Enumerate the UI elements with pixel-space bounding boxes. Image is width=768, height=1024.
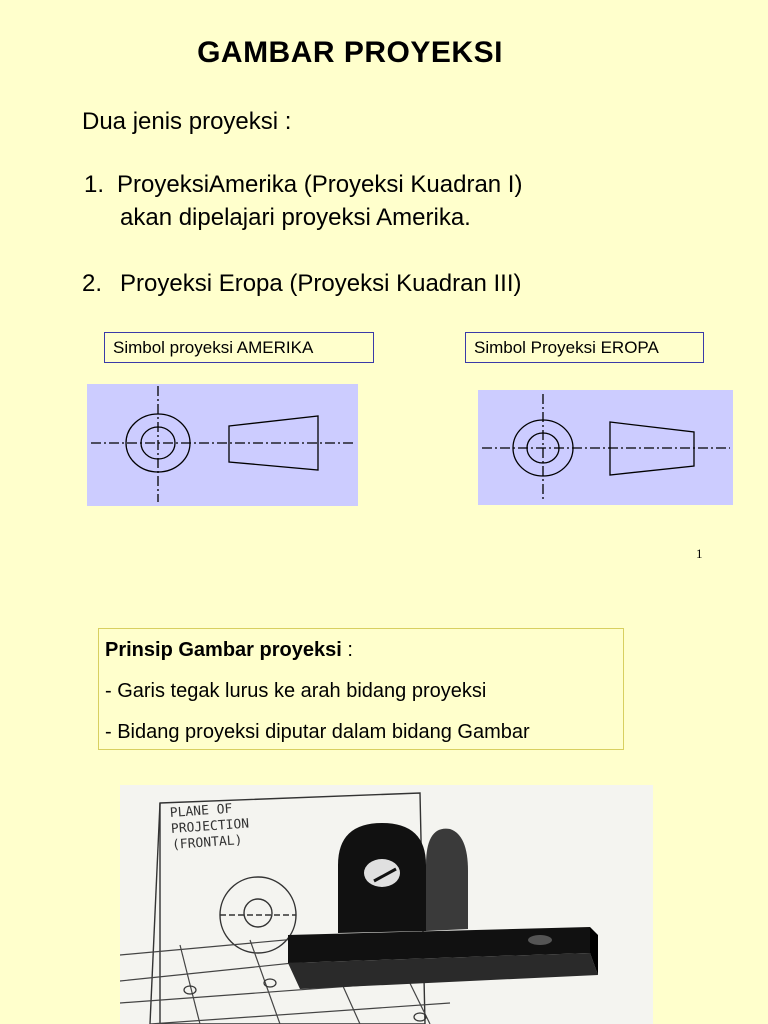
principle-title: Prinsip Gambar proyeksi	[105, 639, 342, 661]
europe-projection-symbol	[478, 390, 733, 505]
projection-illustration	[120, 785, 653, 1024]
item-2-number: 2.	[82, 270, 103, 297]
principle-heading	[105, 639, 353, 662]
intro-text: Dua jenis proyeksi :	[82, 108, 292, 135]
principle-point-1: - Garis tegak lurus ke arah bidang proyeksi	[105, 680, 487, 702]
america-symbol-label: Simbol proyeksi AMERIKA	[104, 332, 374, 363]
page-title: GAMBAR PROYEKSI	[197, 36, 503, 69]
sign-line-1: PLANE OF	[169, 801, 233, 821]
sign-line-2: PROJECTION	[170, 816, 250, 837]
america-projection-symbol	[87, 384, 358, 506]
item-1-number: 1.	[84, 171, 105, 198]
item-1-subtext: akan dipelajari proyeksi Amerika.	[120, 204, 471, 231]
page-number: 1	[696, 546, 703, 561]
item-1-text: ProyeksiAmerika (Proyeksi Kuadran I)	[117, 171, 523, 198]
principle-point-2: - Bidang proyeksi diputar dalam bidang Gambar	[105, 721, 530, 743]
principle-box	[98, 628, 624, 750]
item-2-text: Proyeksi Eropa (Proyeksi Kuadran III)	[120, 270, 522, 297]
europe-symbol-label: Simbol Proyeksi EROPA	[465, 332, 704, 363]
sign-line-3: (FRONTAL)	[171, 833, 243, 853]
principle-title-suffix: :	[341, 639, 353, 661]
